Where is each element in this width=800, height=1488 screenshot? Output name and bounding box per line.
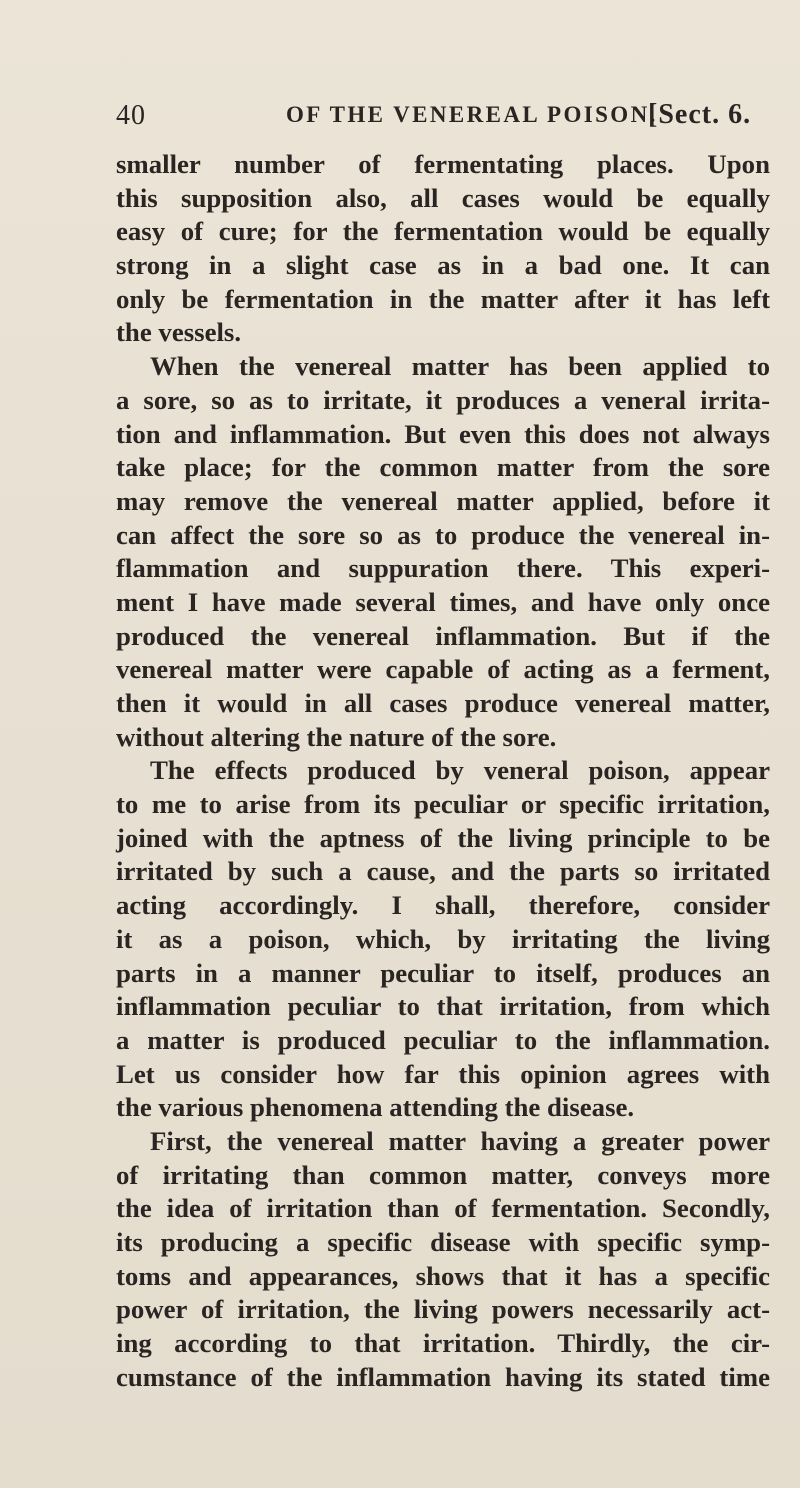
text-line: the vessels. — [116, 317, 242, 348]
text-line: it as a poison, which, by irritating the living — [116, 923, 770, 954]
text-line: inflammation peculiar to that irritation, from which — [116, 991, 770, 1022]
paragraph-start-line: When the venereal matter has been applied to — [150, 351, 770, 382]
section-reference: [Sect. 6. — [648, 99, 752, 130]
text-line: its producing a specific disease with specific symp- — [116, 1227, 770, 1257]
text-line: venereal matter were capable of acting as a ferment, — [116, 654, 770, 685]
text-line: flammation and suppuration there. This experi- — [116, 553, 770, 584]
text-line: easy of cure; for the fermentation would be equally — [116, 216, 770, 247]
text-line: to me to arise from its peculiar or specific irritation, — [116, 789, 770, 820]
text-line: only be fermentation in the matter after it has left — [116, 283, 770, 314]
text-line: joined with the aptness of the living principle to be — [116, 822, 770, 853]
text-line: without altering the nature of the sore. — [116, 721, 557, 752]
text-line: power of irritation, the living powers necessarily act- — [116, 1294, 770, 1325]
text-line: ing according to that irritation. Thirdly, the cir- — [116, 1328, 770, 1359]
text-line: may remove the venereal matter applied, before it — [116, 485, 770, 516]
text-line: of irritating than common matter, conveys more — [116, 1159, 770, 1190]
text-line: produced the venereal inflammation. But if the — [116, 620, 770, 651]
text-line: take place; for the common matter from the sore — [116, 452, 770, 483]
text-line: the various phenomena attending the disease. — [116, 1092, 635, 1123]
running-head: OF THE VENEREAL POISON. — [286, 102, 658, 127]
paragraph-start-line: The effects produced by veneral poison, appear — [150, 755, 770, 786]
text-line: parts in a manner peculiar to itself, produces an — [116, 957, 770, 988]
text-line: cumstance of the inflammation having its stated time — [116, 1361, 770, 1392]
text-line: strong in a slight case as in a bad one. It can — [116, 250, 770, 281]
text-line: tion and inflammation. But even this does not always — [116, 418, 770, 449]
text-line: the idea of irritation than of fermentation. Secondly, — [116, 1193, 770, 1224]
text-line: a matter is produced peculiar to the inflammation. — [116, 1024, 770, 1055]
text-line: smaller number of fermentating places. Upon — [116, 149, 770, 179]
paragraph-start-line: First, the venereal matter having a greater power — [150, 1125, 770, 1156]
page-number: 40 — [116, 100, 146, 131]
text-line: then it would in all cases produce venereal matter, — [116, 688, 770, 718]
text-line: can affect the sore so as to produce the venereal in- — [116, 519, 770, 550]
text-line: acting accordingly. I shall, therefore, consider — [116, 890, 770, 921]
text-line: irritated by such a cause, and the parts so irritated — [116, 856, 770, 887]
page-header — [116, 100, 766, 140]
text-line: Let us consider how far this opinion agrees with — [116, 1058, 770, 1089]
text-line: toms and appearances, shows that it has a specific — [116, 1260, 770, 1291]
text-line: a sore, so as to irritate, it produces a veneral irrita- — [116, 384, 770, 415]
text-line: this supposition also, all cases would be equally — [116, 182, 770, 213]
body-text — [116, 148, 770, 1394]
text-line: ment I have made several times, and have only once — [116, 586, 770, 617]
